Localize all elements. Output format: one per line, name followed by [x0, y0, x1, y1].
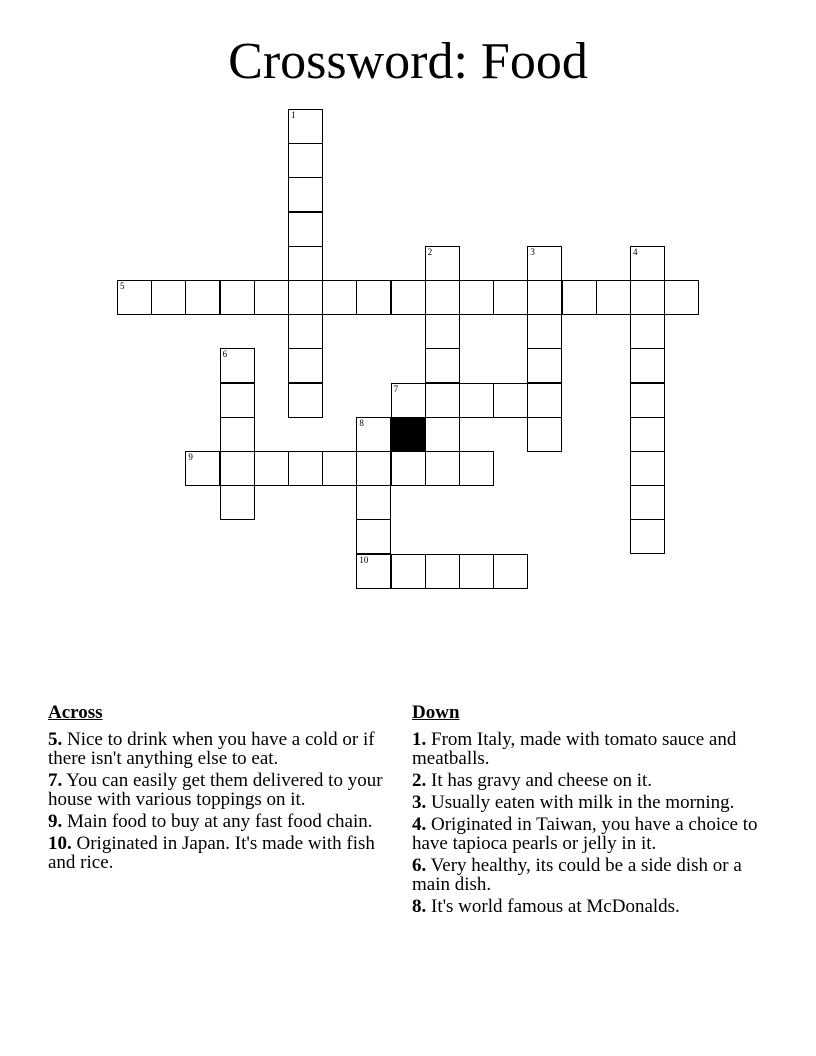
grid-cell[interactable]	[391, 554, 426, 589]
cell-number: 2	[427, 246, 433, 257]
down-clue	[412, 730, 772, 768]
grid-cell[interactable]	[425, 280, 460, 315]
grid-cell[interactable]	[288, 383, 323, 418]
grid-cell[interactable]	[356, 485, 391, 520]
cell-number: 6	[222, 349, 228, 360]
clue-number: 6.	[412, 855, 427, 876]
grid-cell[interactable]	[322, 451, 357, 486]
clue-number: 5.	[48, 729, 63, 750]
black-cell	[391, 417, 426, 452]
across-clue	[48, 834, 388, 872]
grid-cell[interactable]	[425, 554, 460, 589]
grid-cell[interactable]	[288, 246, 323, 281]
clue-number: 1.	[412, 729, 427, 750]
down-clue	[412, 771, 772, 790]
grid-cell[interactable]	[288, 143, 323, 178]
grid-cell[interactable]	[288, 314, 323, 349]
clue-number: 3.	[412, 792, 427, 813]
grid-cell[interactable]	[322, 280, 357, 315]
grid-cell[interactable]	[459, 451, 494, 486]
grid-cell[interactable]	[391, 280, 426, 315]
clue-text: From Italy, made with tomato sauce and meatballs.	[412, 729, 737, 769]
cell-number: 10	[359, 554, 369, 565]
down-clues	[412, 703, 772, 919]
grid-cell[interactable]	[391, 383, 426, 418]
grid-cell[interactable]	[596, 280, 631, 315]
grid-cell[interactable]	[391, 451, 426, 486]
grid-cell[interactable]	[220, 383, 255, 418]
grid-cell[interactable]	[630, 417, 665, 452]
grid-cell[interactable]	[630, 383, 665, 418]
cell-number: 7	[393, 383, 399, 394]
grid-cell[interactable]	[493, 383, 528, 418]
grid-cell[interactable]	[356, 417, 391, 452]
grid-cell[interactable]	[254, 451, 289, 486]
grid-cell[interactable]	[254, 280, 289, 315]
grid-cell[interactable]	[493, 554, 528, 589]
grid-cell[interactable]	[527, 417, 562, 452]
grid-cell[interactable]	[425, 246, 460, 281]
cell-number: 1	[291, 110, 296, 120]
grid-cell[interactable]	[425, 348, 460, 383]
grid-cell[interactable]	[562, 280, 597, 315]
across-heading: Across	[48, 702, 103, 723]
grid-cell[interactable]	[117, 280, 152, 315]
clue-text: It's world famous at McDonalds.	[426, 896, 680, 917]
grid-cell[interactable]	[356, 280, 391, 315]
grid-cell[interactable]	[185, 280, 220, 315]
clue-number: 2.	[412, 770, 427, 791]
grid-cell[interactable]	[288, 212, 323, 247]
down-clue	[412, 856, 772, 894]
grid-cell[interactable]	[288, 348, 323, 383]
grid-cell[interactable]	[459, 383, 494, 418]
grid-cell[interactable]	[356, 451, 391, 486]
grid-cell[interactable]	[630, 280, 665, 315]
grid-cell[interactable]	[493, 280, 528, 315]
grid-cell[interactable]	[220, 417, 255, 452]
across-clue	[48, 812, 388, 831]
grid-cell[interactable]	[425, 383, 460, 418]
down-heading: Down	[412, 702, 460, 723]
down-clue	[412, 793, 772, 812]
across-clue	[48, 730, 388, 768]
cell-number: 9	[188, 452, 193, 462]
grid-cell[interactable]	[630, 348, 665, 383]
grid-cell[interactable]	[220, 348, 255, 383]
cell-number: 3	[530, 246, 535, 257]
cell-number: 5	[120, 281, 125, 291]
across-clue	[48, 771, 388, 809]
grid-cell[interactable]	[356, 554, 391, 589]
grid-cell[interactable]	[220, 451, 255, 486]
grid-cell[interactable]	[630, 451, 665, 486]
clue-number: 8.	[412, 896, 427, 917]
grid-cell[interactable]	[288, 109, 323, 144]
grid-cell[interactable]	[288, 177, 323, 212]
clue-number: 9.	[48, 811, 63, 832]
clue-text: Nice to drink when you have a cold or if there isn't anything else to eat.	[48, 729, 375, 769]
clue-text: Originated in Japan. It's made with fish and rice.	[48, 833, 375, 873]
clue-text: Originated in Taiwan, you have a choice to have tapioca pearls or jelly in it.	[412, 814, 758, 854]
grid-cell[interactable]	[527, 314, 562, 349]
grid-cell[interactable]	[356, 519, 391, 554]
grid-cell[interactable]	[664, 280, 699, 315]
clue-number: 4.	[412, 814, 427, 835]
grid-cell[interactable]	[220, 485, 255, 520]
grid-cell[interactable]	[220, 280, 255, 315]
down-clue	[412, 815, 772, 853]
grid-cell[interactable]	[527, 280, 562, 315]
clue-text: Usually eaten with milk in the morning.	[426, 792, 735, 813]
cell-number: 8	[359, 417, 364, 428]
grid-cell[interactable]	[630, 519, 665, 554]
clue-text: It has gravy and cheese on it.	[426, 770, 653, 791]
grid-cell[interactable]	[527, 246, 562, 281]
clue-text: You can easily get them delivered to your house with various toppings on it.	[48, 770, 383, 810]
clue-number: 7.	[48, 770, 63, 791]
grid-cell[interactable]	[527, 348, 562, 383]
grid-cell[interactable]	[151, 280, 186, 315]
grid-cell[interactable]	[630, 246, 665, 281]
grid-cell[interactable]	[425, 417, 460, 452]
grid-cell[interactable]	[459, 554, 494, 589]
grid-cell[interactable]	[288, 451, 323, 486]
grid-cell[interactable]	[425, 451, 460, 486]
grid-cell[interactable]	[459, 280, 494, 315]
clue-text: Main food to buy at any fast food chain.	[62, 811, 373, 832]
grid-cell[interactable]	[425, 314, 460, 349]
cell-number: 4	[633, 246, 638, 257]
grid-cell[interactable]	[630, 485, 665, 520]
grid-cell[interactable]	[630, 314, 665, 349]
down-clue	[412, 897, 772, 916]
across-clues	[48, 703, 388, 875]
grid-cell[interactable]	[288, 280, 323, 315]
grid-cell[interactable]	[527, 383, 562, 418]
clue-text: Very healthy, its could be a side dish or a main dish.	[412, 855, 742, 895]
grid-cell[interactable]	[185, 451, 220, 486]
page-title: Crossword: Food	[228, 33, 588, 90]
clue-number: 10.	[48, 833, 72, 854]
